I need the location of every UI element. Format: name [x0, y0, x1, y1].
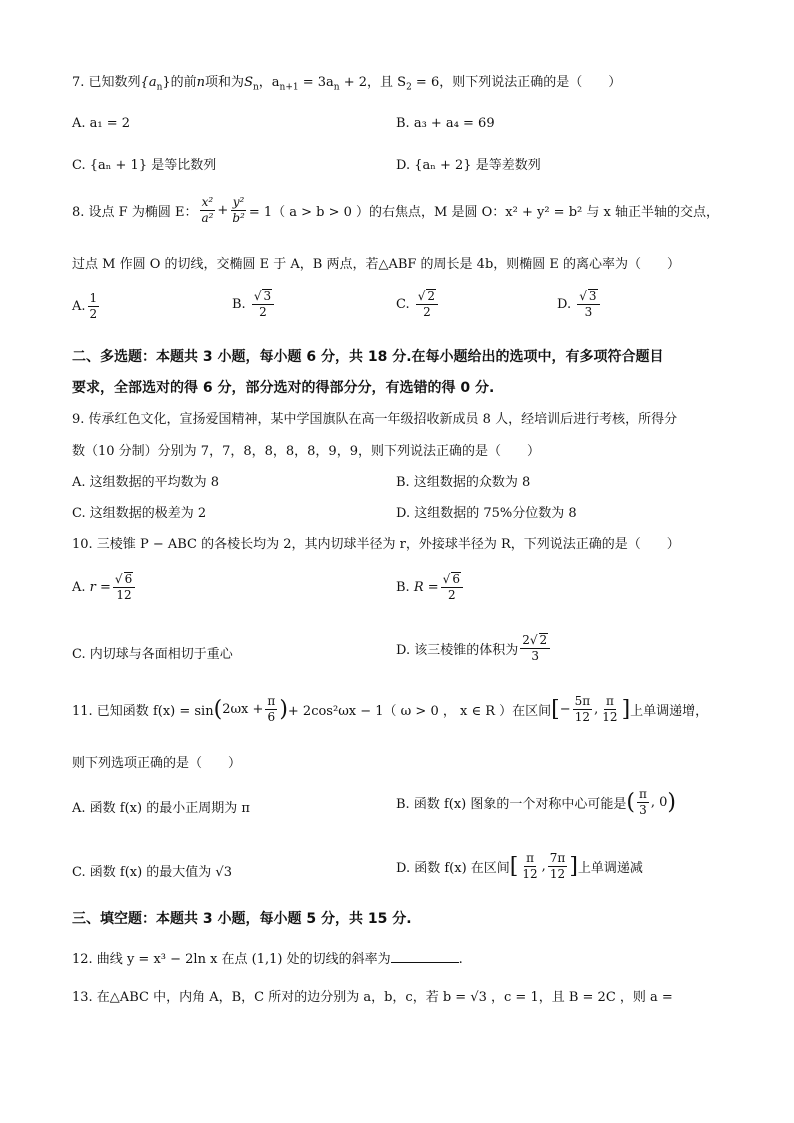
q11-option-c: C. 函数 f(x) 的最大值为 √3: [72, 865, 232, 880]
q7-rec-b: = 3a: [298, 75, 334, 90]
q10-b-var: R =: [413, 579, 439, 595]
q11-d-b-den: 12: [549, 867, 566, 882]
q10-a-num: 6: [124, 572, 133, 586]
q10-option-a: [72, 572, 137, 602]
q10-option-b: [396, 572, 465, 602]
q8-b-num-wrap: √ 3: [252, 289, 274, 305]
q11-minus: −: [559, 702, 571, 718]
q11-pi-num: π: [265, 695, 277, 710]
q8-stem-a: 8. 设点 F 为椭圆 E：: [72, 205, 198, 221]
q11-b-num: π: [637, 788, 649, 803]
q10-b-frac: [441, 572, 463, 602]
q9-line1: 9. 传承红色文化，宣扬爱国精神，某中学国旗队在高一年级招收新成员 8 人，经培训后进行考核，所得分: [72, 412, 678, 427]
q8-option-c: [396, 289, 440, 319]
q8-frac-y: [230, 196, 247, 225]
q11-int-a-den: 12: [574, 710, 591, 725]
q7-sn: S: [244, 75, 253, 90]
q7-stem: [72, 76, 621, 93]
q8-b-num: 3: [263, 289, 272, 303]
q11-d-tail: 上单调递减: [577, 861, 643, 877]
q7-stem-c: 项和为: [205, 75, 245, 90]
q11-d-a-den: 12: [522, 867, 538, 882]
q11-option-d: D. 函数 f(x) 在区间 [ $\frac{\pi}{12}$ , $\frac{7\pi}{12}$ ] 上单调递减: [396, 851, 643, 882]
q10-a-var: r =: [89, 579, 111, 595]
q7-seq-sub: n: [156, 82, 163, 93]
q10-stem: 10. 三棱锥 P − ABC 的各棱长均为 2，其内切球半径为 r，外接球半径为 R，下列说法正确的是（ ）: [72, 537, 680, 552]
q7-stem-a: 7. 已知数列: [72, 75, 141, 90]
q9-option-b: B. 这组数据的众数为 8: [396, 475, 531, 490]
q10-a-num-wrap: √ 6: [113, 572, 135, 588]
q10-d-den: 3: [531, 649, 540, 664]
q11-stem-a: 11. 已知函数 f(x) = sin: [72, 704, 214, 720]
q9-option-c: C. 这组数据的极差为 2: [72, 506, 207, 521]
q8-b-label: B.: [232, 296, 246, 312]
q11-d-label: D. 函数 f(x) 在区间: [396, 861, 510, 877]
q11-inner: 2ωx +: [222, 702, 264, 718]
q8-a-den: 2: [89, 307, 98, 322]
q7-rec-c: + 2，且 S: [339, 75, 407, 90]
q10-option-c: C. 内切球与各面相切于重心: [72, 647, 233, 662]
q11-pi-frac: [265, 695, 277, 724]
section3-heading: 三、填空题：本题共 3 小题，每小题 5 分，共 15 分.: [72, 911, 412, 927]
q8-a-label: A.: [72, 299, 86, 315]
q7-seq: {a: [140, 75, 157, 90]
q8-d-label: D.: [557, 296, 572, 312]
q8-option-b: [232, 289, 276, 319]
q8-frac-x-num: x²: [200, 196, 216, 211]
q11-d-bracket-open: [: [509, 853, 519, 879]
q11-int-b-den: 12: [602, 710, 618, 725]
q7-option-b: B. a₃ + a₄ = 69: [396, 116, 495, 131]
q7-sn-sub: n: [252, 82, 259, 93]
q8-option-a: [72, 292, 101, 321]
q8-d-frac: [577, 289, 599, 319]
q11-d-b-num: 7π: [548, 852, 568, 867]
q10-d-coef: 2: [522, 633, 530, 647]
q11-paren-close: ): [279, 696, 288, 722]
q11-d-frac-b: [548, 852, 568, 881]
q11-d-bracket-close: ]: [569, 853, 578, 879]
q8-d-den: 3: [584, 305, 593, 320]
q11-d-a-num: π: [524, 852, 536, 867]
q12-end: .: [458, 952, 463, 967]
q7-rec-sub2: n: [333, 82, 340, 93]
q11-b-paren-close: ): [667, 789, 676, 815]
q11-b-den: 3: [639, 803, 647, 818]
q7-stem-b: 的前: [170, 75, 197, 90]
q11-stem: 11. 已知函数 f(x) = sin ( 2ωx + $\frac{\pi}{6}$ ) + 2cos²ωx − 1（ ω > 0 ， x ∈ R ）在区间 [ − $\frac{5\pi}{12}$ , $\frac{\pi}{12}$ ] 上单调递增，: [72, 694, 709, 725]
q11-option-b: [396, 788, 676, 817]
q11-stem-b: + 2cos²ωx − 1（ ω > 0 ， x ∈ R ）在区间: [287, 704, 552, 720]
q11-int-b-num: π: [604, 695, 616, 710]
q11-line2: 则下列选项正确的是（ ）: [72, 756, 242, 771]
q9-option-a: A. 这组数据的平均数为 8: [72, 475, 220, 490]
q11-pi-den: 6: [267, 710, 276, 725]
q11-int-a-num: 5π: [573, 695, 593, 710]
q7-rec-sub1: n+1: [279, 82, 299, 93]
q10-option-d: [396, 633, 552, 663]
q7-n: n: [196, 75, 206, 90]
q13-stem: 13. 在△ABC 中，内角 A，B，C 所对的边分别为 a，b，c，若 b = √3 ，c = 1，且 B = 2C ，则 a =: [72, 990, 673, 1005]
q10-b-den: 2: [447, 588, 456, 603]
q8-c-label: C.: [396, 296, 410, 312]
q8-frac-x: [199, 196, 215, 225]
q10-d-num: 2: [539, 633, 548, 647]
q11-b-label: B. 函数 f(x) 图象的一个对称中心可能是: [396, 797, 627, 813]
q11-int-a: [573, 695, 593, 724]
q7-option-a: A. a₁ = 2: [72, 116, 131, 131]
q8-b-frac: [252, 289, 274, 319]
q11-b-paren-open: (: [626, 789, 635, 815]
q8-frac-y-den: b²: [232, 211, 245, 226]
q8-d-num-wrap: √ 3: [577, 289, 599, 305]
q10-d-label: D. 该三棱锥的体积为: [396, 642, 519, 658]
q11-d-frac-a: [520, 852, 539, 881]
q8-c-den: 2: [423, 305, 431, 320]
q10-a-label: A.: [72, 579, 86, 595]
q8-a-num: 1: [88, 292, 100, 307]
q12-text: 12. 曲线 y = x³ − 2ln x 在点 (1,1) 处的切线的斜率为: [72, 952, 391, 967]
q11-b-frac: [637, 788, 649, 817]
q7-seq-close: }: [162, 75, 171, 90]
q8-a-frac: [88, 292, 100, 321]
q9-line2: 数（10 分制）分别为 7，7，8，8，8，8，9，9，则下列说法正确的是（ ）: [72, 444, 540, 459]
q10-d-frac: [520, 633, 550, 663]
section2-heading-line1: 二、多选题：本题共 3 小题，每小题 6 分，共 18 分.在每小题给出的选项中，有多项符合题目: [72, 349, 664, 365]
q10-a-den: 12: [116, 588, 132, 603]
q11-b-tail: , 0: [650, 795, 668, 811]
q8-d-num: 3: [588, 289, 597, 303]
q8-c-num: 2: [427, 289, 436, 303]
q11-int-b: [600, 695, 619, 724]
q8-c-frac: [416, 289, 438, 319]
q8-b-den: 2: [259, 305, 267, 320]
q7-option-c: C. {aₙ + 1} 是等比数列: [72, 158, 217, 173]
q8-frac-y-num: y²: [231, 196, 247, 211]
q8-stem: [72, 196, 719, 225]
q11-bracket-close: ]: [621, 696, 631, 722]
q8-c-num-wrap: √ 2: [416, 289, 438, 305]
q8-stem-b: = 1（ a > b > 0 ）的右焦点，M 是圆 O：x² + y² = b² 与 x 轴正半轴的交点，: [248, 205, 719, 221]
q10-b-num-wrap: √ 6: [441, 572, 463, 588]
q10-a-frac: [113, 572, 135, 602]
q8-plus: +: [217, 203, 229, 219]
q8-line2: 过点 M 作圆 O 的切线，交椭圆 E 于 A，B 两点，若△ABF 的周长是 4b，则椭圆 E 的离心率为（ ）: [72, 257, 681, 272]
q7-rec: ，a: [258, 75, 280, 90]
q10-d-num-wrap: 2√ 2: [520, 633, 550, 649]
q11-bracket-open: [: [551, 696, 560, 722]
q10-b-label: B.: [396, 579, 410, 595]
q12-stem: [72, 950, 463, 966]
q12-answer-blank[interactable]: [391, 950, 459, 963]
q7-s2-sub: 2: [406, 82, 412, 93]
q9-option-d: D. 这组数据的 75%分位数为 8: [396, 506, 577, 521]
q7-rec-d: = 6，则下列说法正确的是（ ）: [411, 75, 622, 90]
q7-option-d: D. {aₙ + 2} 是等差数列: [396, 158, 541, 173]
q10-b-num: 6: [452, 572, 460, 586]
q11-stem-c: 上单调递增，: [630, 704, 709, 720]
q11-option-a: A. 函数 f(x) 的最小正周期为 π: [72, 801, 250, 816]
q11-paren-open: (: [213, 696, 223, 722]
section2-heading-line2: 要求，全部选对的得 6 分，部分选对的得部分分，有选错的得 0 分.: [72, 380, 495, 396]
q8-option-d: [557, 289, 602, 319]
q8-frac-x-den: a²: [201, 211, 214, 226]
